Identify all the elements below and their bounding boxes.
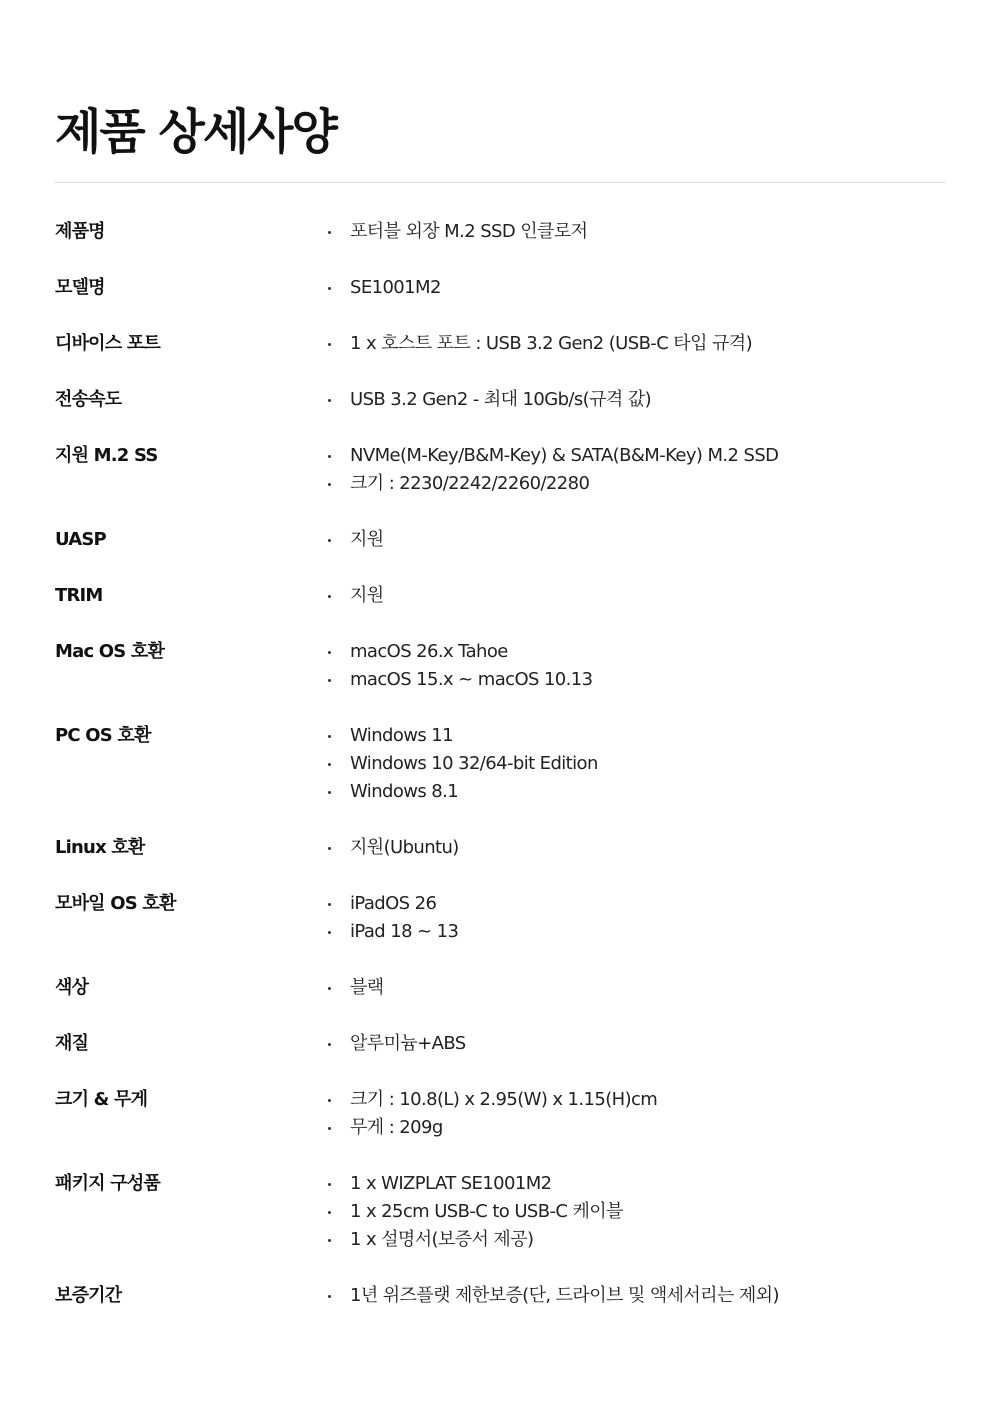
spec-value-item: iPad 18 ~ 13	[321, 918, 945, 946]
spec-label: TRIM	[55, 585, 103, 606]
spec-value-item: 무게 : 209g	[321, 1114, 945, 1142]
spec-value-list	[321, 1030, 945, 1058]
spec-value-item: 1 x WIZPLAT SE1001M2	[321, 1170, 945, 1198]
spec-label: 색상	[55, 977, 89, 998]
spec-label: 디바이스 포트	[55, 333, 160, 354]
spec-label: Mac OS 호환	[55, 641, 165, 662]
spec-row	[55, 638, 945, 694]
spec-row	[55, 1170, 945, 1254]
spec-value-item: 크기 : 10.8(L) x 2.95(W) x 1.15(H)cm	[321, 1086, 945, 1114]
spec-label: 전송속도	[55, 389, 122, 410]
spec-value-item: SE1001M2	[321, 274, 945, 302]
spec-value-item: 포터블 외장 M.2 SSD 인클로저	[321, 218, 945, 246]
spec-value-item: macOS 26.x Tahoe	[321, 638, 945, 666]
spec-value-list	[321, 1170, 945, 1254]
spec-value-list	[321, 722, 945, 806]
spec-row	[55, 722, 945, 806]
spec-value-list	[321, 1086, 945, 1142]
spec-value-list	[321, 890, 945, 946]
spec-row	[55, 386, 945, 414]
spec-row	[55, 526, 945, 554]
title-divider	[55, 182, 945, 183]
spec-value-item: 1 x 호스트 포트 : USB 3.2 Gen2 (USB-C 타입 규격)	[321, 330, 945, 358]
spec-value-item: iPadOS 26	[321, 890, 945, 918]
spec-row	[55, 1030, 945, 1058]
spec-label: 패키지 구성품	[55, 1173, 160, 1194]
spec-row	[55, 1086, 945, 1142]
spec-row	[55, 218, 945, 246]
spec-value-list	[321, 582, 945, 610]
spec-row	[55, 330, 945, 358]
spec-label: 크기 & 무게	[55, 1089, 148, 1110]
spec-label: 모델명	[55, 277, 105, 298]
spec-value-item: 블랙	[321, 974, 945, 1002]
spec-row	[55, 890, 945, 946]
spec-row	[55, 1282, 945, 1310]
spec-value-item: Windows 10 32/64-bit Edition	[321, 750, 945, 778]
spec-value-item: 1년 위즈플랫 제한보증(단, 드라이브 및 액세서리는 제외)	[321, 1282, 945, 1310]
spec-row	[55, 442, 945, 498]
spec-label: 모바일 OS 호환	[55, 893, 176, 914]
spec-row	[55, 582, 945, 610]
spec-value-list	[321, 386, 945, 414]
spec-value-list	[321, 218, 945, 246]
spec-row	[55, 274, 945, 302]
spec-value-item: 1 x 설명서(보증서 제공)	[321, 1226, 945, 1254]
spec-value-item: 알루미늄+ABS	[321, 1030, 945, 1058]
spec-value-list	[321, 442, 945, 498]
spec-value-item: macOS 15.x ~ macOS 10.13	[321, 666, 945, 694]
spec-value-list	[321, 274, 945, 302]
spec-value-list	[321, 834, 945, 862]
spec-value-list	[321, 974, 945, 1002]
spec-label: 재질	[55, 1033, 89, 1054]
spec-value-list	[321, 638, 945, 694]
spec-label: 제품명	[55, 221, 105, 242]
spec-value-item: Windows 8.1	[321, 778, 945, 806]
spec-value-list	[321, 330, 945, 358]
spec-label: UASP	[55, 529, 106, 550]
spec-value-item: NVMe(M-Key/B&M-Key) & SATA(B&M-Key) M.2 SSD	[321, 442, 945, 470]
spec-value-item: 지원(Ubuntu)	[321, 834, 945, 862]
spec-label: 보증기간	[55, 1285, 122, 1306]
spec-label: Linux 호환	[55, 837, 145, 858]
page-title: 제품 상세사양	[55, 104, 336, 160]
spec-row	[55, 834, 945, 862]
spec-value-item: 지원	[321, 582, 945, 610]
spec-table	[55, 218, 945, 1338]
spec-value-item: 지원	[321, 526, 945, 554]
spec-row	[55, 974, 945, 1002]
spec-value-item: Windows 11	[321, 722, 945, 750]
spec-label: PC OS 호환	[55, 725, 151, 746]
spec-value-list	[321, 526, 945, 554]
spec-value-item: 크기 : 2230/2242/2260/2280	[321, 470, 945, 498]
spec-value-list	[321, 1282, 945, 1310]
spec-value-item: USB 3.2 Gen2 - 최대 10Gb/s(규격 값)	[321, 386, 945, 414]
spec-value-item: 1 x 25cm USB-C to USB-C 케이블	[321, 1198, 945, 1226]
spec-label: 지원 M.2 SS	[55, 445, 158, 466]
